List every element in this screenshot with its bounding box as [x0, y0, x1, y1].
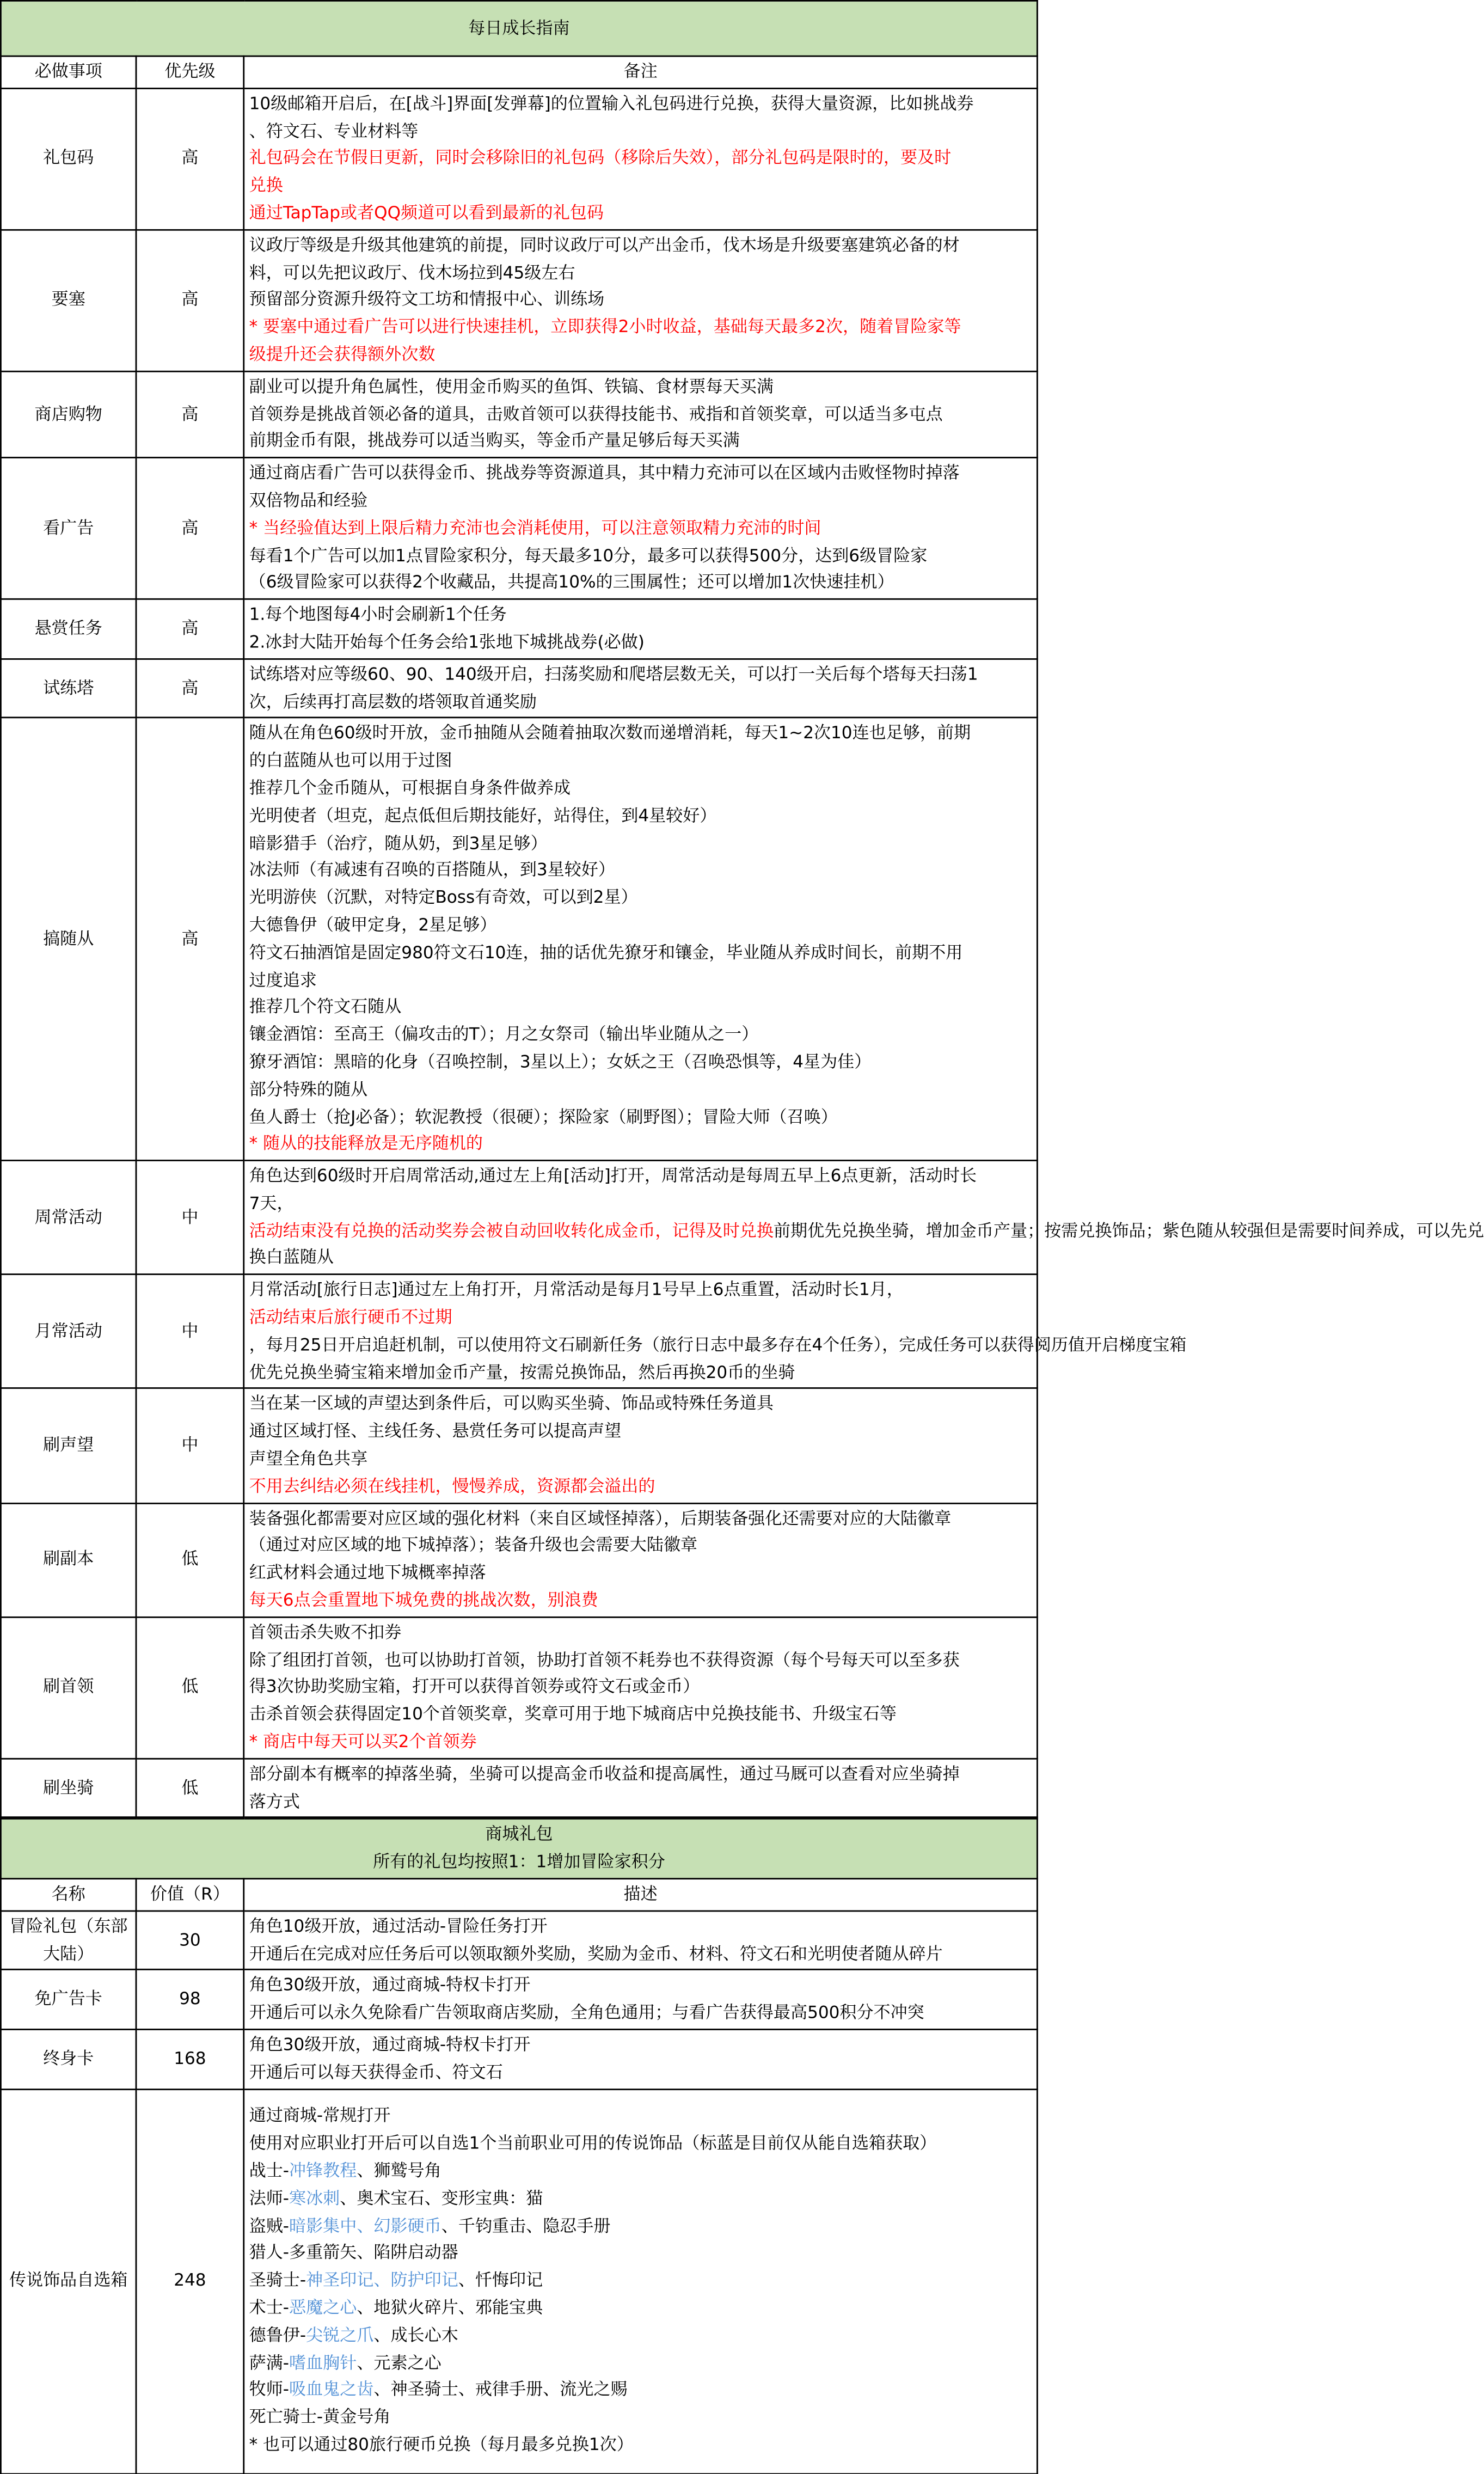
mall-price: 168 [136, 2029, 244, 2089]
mall-notes [244, 1970, 1038, 2029]
note-line [249, 1505, 1032, 1533]
guide-name: 刷坐骑 [1, 1759, 136, 1818]
note-text: 符文石抽酒馆是固定980符文石10连，抽的话优先獠牙和镶金，毕业随从养成时间长，前期不用 [249, 942, 963, 963]
guide-notes [244, 1275, 1187, 1389]
header-priority: 优先级 [136, 56, 244, 88]
mall-header-desc: 描述 [244, 1879, 1038, 1911]
note-line [249, 748, 1032, 775]
guide-name: 要塞 [1, 230, 136, 371]
mall-name: 免广告卡 [1, 1970, 136, 2029]
note-line [249, 1021, 1032, 1049]
note-text: 使用对应职业打开后可以自选1个当前职业可用的传说饰品（标蓝是目前仅从能自选箱获取） [249, 2133, 937, 2154]
note-text: 死亡骑士-黄金号角 [249, 2407, 391, 2428]
note-highlight: 暗影集中、幻影硬币 [289, 2215, 441, 2236]
note-line [249, 428, 1032, 455]
note-line [249, 2377, 1032, 2404]
guide-notes [244, 88, 1038, 230]
note-line [249, 200, 1032, 227]
note-text: 除了组团打首领，也可以协助打首领，协助打首领不耗券也不获得资源（每个号每天可以至多获 [249, 1650, 960, 1670]
note-line [249, 314, 1032, 341]
note-line [249, 1701, 1032, 1729]
guide-notes [244, 659, 1038, 718]
guide-row [1, 1503, 1037, 1617]
mall-notes [244, 2089, 1038, 2473]
guide-notes [244, 371, 1038, 458]
note-text: 、神圣骑士、戒律手册、流光之赐 [373, 2380, 628, 2400]
note-text: 暗影猎手（治疗，随从奶，到3星足够） [249, 832, 548, 853]
guide-notes [244, 230, 1038, 371]
mall-row [1, 2029, 1037, 2089]
guide-row [1, 371, 1037, 458]
guide-name: 商店购物 [1, 371, 136, 458]
note-text: 次，后续再打高层数的塔领取首通奖励 [249, 691, 537, 712]
note-line [249, 1163, 1032, 1190]
note-line [249, 2267, 1032, 2294]
mall-title: 商城礼包 [485, 1824, 553, 1845]
note-line [249, 1076, 1032, 1104]
note-warning: * 当经验值达到上限后精力充沛也会消耗使用，可以注意领取精力充沛的时间 [249, 518, 821, 538]
note-text: 德鲁伊- [249, 2325, 306, 2346]
mall-header-name: 名称 [1, 1879, 136, 1911]
note-line [249, 401, 1032, 428]
note-line [249, 2404, 1032, 2432]
mall-name: 传说饰品自选箱 [1, 2089, 136, 2473]
note-text: 部分特殊的随从 [249, 1079, 368, 1099]
note-text: 、千钧重击、隐忍手册 [441, 2215, 611, 2236]
note-line [249, 885, 1032, 912]
note-line [249, 2103, 1032, 2130]
mall-price: 248 [136, 2089, 244, 2473]
note-text: 开通后在完成对应任务后可以领取额外奖励，奖励为金币、材料、符文石和光明使者随从碎片 [249, 1943, 943, 1964]
note-text: 光明游侠（沉默，对特定Boss有奇效，可以到2星） [249, 887, 638, 908]
note-text: 战士- [249, 2160, 290, 2181]
note-line [249, 1473, 1032, 1501]
note-text: 7天， [249, 1193, 294, 1214]
header-task: 必做事项 [1, 56, 136, 88]
note-text: 议政厅等级是升级其他建筑的前提，同时议政厅可以产出金币，伐木场是升级要塞建筑必备的材 [249, 235, 960, 255]
guide-name: 看广告 [1, 458, 136, 599]
note-text: 、狮鹫号角 [357, 2160, 441, 2181]
guide-notes [244, 1617, 1038, 1759]
note-line [249, 2000, 1032, 2027]
note-text: 、地狱火碎片、邪能宝典 [357, 2298, 543, 2318]
mall-title-cell [1, 1820, 1037, 1879]
note-line [249, 173, 1032, 200]
note-text: 通过商城-常规打开 [249, 2106, 391, 2127]
note-line [249, 1729, 1032, 1756]
guide-name: 周常活动 [1, 1161, 136, 1275]
guide-row [1, 1275, 1037, 1389]
guide-notes [244, 599, 1038, 659]
guide-notes [244, 1389, 1038, 1503]
guide-priority: 高 [136, 718, 244, 1161]
note-line [249, 1190, 1032, 1217]
note-line [249, 912, 1032, 939]
mall-price: 30 [136, 1910, 244, 1970]
note-text: 冰法师（有减速有召唤的百搭随从，到3星较好） [249, 860, 615, 880]
guide-row [1, 458, 1037, 599]
guide-priority: 低 [136, 1617, 244, 1759]
note-highlight: 神圣印记、防护印记 [306, 2270, 458, 2291]
note-text: 10级邮箱开启后，在[战斗]界面[发弹幕]的位置输入礼包码进行兑换，获得大量资源，比如挑战券 [249, 93, 974, 114]
mall-notes [244, 1910, 1038, 1970]
note-text: 每看1个广告可以加1点冒险家积分，每天最多10分，最多可以获得500分，达到6级冒险家 [249, 545, 928, 566]
guide-row [1, 230, 1037, 371]
note-text: 装备强化都需要对应区域的强化材料（来自区域怪掉落），后期装备强化还需要对应的大陆徽章 [249, 1508, 952, 1528]
note-line [249, 1646, 1032, 1674]
note-line [249, 1560, 1032, 1587]
note-warning: 通过TapTap或者QQ频道可以看到最新的礼包码 [249, 203, 604, 223]
note-line [249, 232, 1032, 259]
guide-priority: 低 [136, 1503, 244, 1617]
note-line [249, 1587, 1032, 1614]
note-line [249, 2432, 1032, 2459]
note-line [249, 602, 1032, 629]
guide-priority: 高 [136, 88, 244, 230]
note-text: 预留部分资源升级符文工坊和情报中心、训练场 [249, 290, 605, 310]
note-line [249, 2240, 1032, 2267]
note-highlight: 尖锐之爪 [306, 2325, 374, 2346]
note-text: 随从在角色60级时开放，金币抽随从会随着抽取次数而递增消耗，每天1~2次10连也足够，前期 [249, 723, 971, 744]
note-text: 副业可以提升角色属性，使用金币购买的鱼饵、铁镐、食材票每天买满 [249, 376, 774, 397]
guide-row [1, 1389, 1037, 1503]
guide-title: 每日成长指南 [1, 1, 1037, 56]
note-text: 通过区域打怪、主线任务、悬赏任务可以提高声望 [249, 1421, 622, 1442]
note-line [249, 994, 1032, 1021]
note-text: 、符文石、专业材料等 [249, 121, 419, 141]
guide-priority: 中 [136, 1389, 244, 1503]
note-text: 过度追求 [249, 970, 317, 990]
note-line [249, 1788, 1032, 1815]
guide-priority: 中 [136, 1161, 244, 1275]
note-line [249, 1619, 1032, 1646]
guide-priority: 高 [136, 371, 244, 458]
note-line [249, 1913, 1032, 1940]
note-line [249, 341, 1032, 369]
guide-notes [244, 1161, 1484, 1275]
guide-name: 搞随从 [1, 718, 136, 1161]
note-warning: 礼包码会在节假日更新，同时会移除旧的礼包码（移除后失效），部分礼包码是限时的，要及时 [249, 148, 952, 169]
note-text: 盗贼- [249, 2215, 290, 2236]
note-text: 2.冰封大陆开始每个任务会给1张地下城挑战券(必做) [249, 632, 645, 652]
note-line [249, 1391, 1032, 1418]
guide-row [1, 599, 1037, 659]
note-line [249, 1131, 1032, 1158]
note-warning: * 要塞中通过看广告可以进行快速挂机，立即获得2小时收益，基础每天最多2次，随着冒险家等 [249, 317, 961, 338]
note-line [249, 1217, 1484, 1245]
note-text: 圣骑士- [249, 2270, 306, 2291]
note-line [249, 1418, 1032, 1446]
mall-row [1, 1910, 1037, 1970]
note-line [249, 1973, 1032, 2000]
guide-notes [244, 458, 1038, 599]
note-text: （6级冒险家可以获得2个收藏品，共提高10%的三围属性；还可以增加1次快速挂机） [249, 572, 894, 593]
note-line [249, 775, 1032, 803]
note-text: 推荐几个金币随从，可根据自身条件做养成 [249, 778, 571, 798]
guide-name: 悬赏任务 [1, 599, 136, 659]
note-line [249, 1305, 1032, 1332]
note-line [249, 1245, 1032, 1272]
guide-notes [244, 1503, 1038, 1617]
guide-row [1, 1617, 1037, 1759]
note-text: （通过对应区域的地下城掉落）；装备升级也会需要大陆徽章 [249, 1535, 698, 1556]
note-text: 角色30级开放，通过商城-特权卡打开 [249, 1975, 531, 1996]
note-line [249, 1104, 1032, 1131]
note-line [249, 460, 1032, 487]
note-text: 法师- [249, 2188, 290, 2208]
note-line [249, 1940, 1032, 1968]
guide-row [1, 1759, 1037, 1818]
guide-name: 试练塔 [1, 659, 136, 718]
note-text: 、元素之心 [357, 2352, 441, 2373]
note-line [249, 966, 1032, 994]
note-line [249, 1359, 1032, 1386]
note-line [249, 487, 1032, 515]
guide-name: 刷首领 [1, 1617, 136, 1759]
note-warning: * 商店中每天可以买2个首领券 [249, 1731, 477, 1752]
note-highlight: 寒冰刺 [289, 2188, 340, 2208]
note-line [249, 720, 1032, 748]
note-highlight: 恶魔之心 [289, 2298, 357, 2318]
note-warning: 级提升还会获得额外次数 [249, 344, 436, 365]
note-text: 、奥术宝石、变形宝典：猫 [340, 2188, 543, 2208]
note-line [249, 2158, 1032, 2185]
note-line [249, 830, 1032, 857]
note-text: 首领击杀失败不扣券 [249, 1622, 402, 1643]
note-text: 推荐几个符文石随从 [249, 997, 402, 1018]
note-text: 前期金币有限，挑战券可以适当购买，等金币产量足够后每天买满 [249, 431, 740, 451]
note-warning: 活动结束 [249, 1307, 317, 1328]
note-text: 当在某一区域的声望达到条件后，可以购买坐骑、饰品或特殊任务道具 [249, 1394, 774, 1414]
note-text: 首领券是挑战首领必备的道具，击败首领可以获得技能书、戒指和首领奖章，可以适当多屯点 [249, 403, 943, 424]
note-text: 镶金酒馆：至高王（偏攻击的T）；月之女祭司（输出毕业随从之一） [249, 1024, 759, 1045]
note-text: 双倍物品和经验 [249, 491, 368, 511]
mall-row [1, 1970, 1037, 2029]
note-text: 、忏悔印记 [458, 2270, 543, 2291]
note-line [249, 1761, 1032, 1788]
note-line [249, 287, 1032, 314]
guide-notes [244, 718, 1038, 1161]
note-text: 猎人-多重箭矢、陷阱启动器 [249, 2243, 458, 2263]
note-text: 通过商店看广告可以获得金币、挑战券等资源道具，其中精力充沛可以在区域内击败怪物时掉落 [249, 463, 960, 483]
note-text: 击杀首领会获得固定10个首领奖章，奖章可用于地下城商店中兑换技能书、升级宝石等 [249, 1704, 897, 1725]
note-line [249, 2322, 1032, 2349]
mall-row [1, 2089, 1037, 2473]
note-warning: * 随从的技能释放是无序随机的 [249, 1134, 483, 1154]
note-line [249, 857, 1032, 884]
note-line [249, 2185, 1032, 2213]
note-line [249, 1446, 1032, 1473]
note-text: 獠牙酒馆：黑暗的化身（召唤控制，3星以上）；女妖之王（召唤恐惧等，4星为佳） [249, 1051, 872, 1072]
note-text: 试练塔对应等级60、90、140级开启，扫荡奖励和爬塔层数无关，可以打一关后每个塔每天扫荡1 [249, 664, 978, 684]
note-line [249, 2349, 1032, 2377]
guide-row [1, 718, 1037, 1161]
note-text: 前期优先兑换坐骑，增加金币产量；按需兑换饰品；紫色随从较强但是需要时间养成，可以先兑 [773, 1221, 1484, 1241]
note-line [249, 803, 1032, 830]
note-line [249, 1674, 1032, 1701]
note-text: 料，可以先把议政厅、伐木场拉到45级左右 [249, 262, 575, 283]
note-text: 角色30级开放，通过商城-特权卡打开 [249, 2035, 531, 2055]
mall-name: 冒险礼包（东部大陆） [1, 1910, 136, 1970]
note-warning: 不用去纠结必须在线挂机，慢慢养成，资源都会溢出的 [249, 1476, 655, 1497]
note-text: 开通后可以每天获得金币、符文石 [249, 2062, 503, 2083]
note-line [249, 939, 1032, 966]
note-text: 红武材料会通过地下城概率掉落 [249, 1563, 486, 1583]
note-text: 萨满- [249, 2352, 290, 2373]
guide-name: 刷声望 [1, 1389, 136, 1503]
note-highlight: 嗜血胸针 [289, 2352, 357, 2373]
guide-notes [244, 1759, 1038, 1818]
note-text: * 也可以通过80旅行硬币兑换（每月最多兑换1次） [249, 2434, 634, 2455]
note-text: 牧师- [249, 2380, 290, 2400]
note-line [249, 515, 1032, 542]
mall-price: 98 [136, 1970, 244, 2029]
note-text: 开通后可以永久免除看广告领取商店奖励，全角色通用；与看广告获得最高500积分不冲突 [249, 2003, 924, 2023]
guide-priority: 高 [136, 458, 244, 599]
note-line [249, 2059, 1032, 2086]
note-line [249, 569, 1032, 597]
note-line [249, 629, 1032, 656]
note-text: 得3次协助奖励宝箱，打开可以获得首领券或符文石或金币） [249, 1677, 700, 1698]
note-text: 落方式 [249, 1791, 300, 1811]
note-text: 鱼人爵士（抢J必备）；软泥教授（很硬）；探险家（刷野图）；冒险大师（召唤） [249, 1106, 838, 1127]
guide-priority: 高 [136, 599, 244, 659]
guide-priority: 中 [136, 1275, 244, 1389]
note-text: 任务），完成任务可以获得阅历值开启梯度宝箱 [839, 1334, 1187, 1355]
note-line [249, 2130, 1032, 2158]
note-text: 优先兑换坐骑宝箱来增加金币产量，按需兑换饰品，然后再换20币的坐骑 [249, 1362, 795, 1382]
note-line [249, 1533, 1032, 1560]
note-line [249, 2032, 1032, 2059]
note-line [249, 1049, 1032, 1076]
note-text: 、成长心木 [373, 2325, 458, 2346]
guide-priority: 高 [136, 659, 244, 718]
header-notes: 备注 [244, 56, 1038, 88]
guide-priority: 高 [136, 230, 244, 371]
note-text: 角色达到60级时开启周常活动,通过左上角[活动]打开，周常活动是每周五早上6点更新，活动时长 [249, 1166, 977, 1186]
note-line [249, 373, 1032, 401]
note-line [249, 1277, 1032, 1304]
note-text: 换白蓝随从 [249, 1248, 334, 1269]
guide-priority: 低 [136, 1759, 244, 1818]
mall-name: 终身卡 [1, 2029, 136, 2089]
note-line [249, 688, 1032, 715]
mall-subtitle: 所有的礼包均按照1：1增加冒险家积分 [373, 1852, 665, 1872]
guide-name: 月常活动 [1, 1275, 136, 1389]
note-line [249, 145, 1032, 173]
mall-table [0, 1818, 1038, 2474]
note-text: 1.每个地图每4小时会刷新1个任务 [249, 604, 507, 625]
guide-row [1, 1161, 1037, 1275]
note-text: ，每月25日开启追赶机制，可以使用符文石刷新任务（旅行日志中最多存在4个 [249, 1334, 840, 1355]
note-text: 光明使者（坦克，起点低但后期技能好，站得住，到4星较好） [249, 805, 717, 826]
guide-name: 刷副本 [1, 1503, 136, 1617]
note-line [249, 259, 1032, 286]
note-line [249, 542, 1032, 569]
mall-header-price: 价值（R） [136, 1879, 244, 1911]
note-text: 的白蓝随从也可以用于过图 [249, 750, 452, 771]
note-line [249, 90, 1032, 118]
note-warning: 兑换 [249, 175, 283, 196]
note-highlight: 冲锋教程 [289, 2160, 357, 2181]
note-text: 角色10级开放，通过活动-冒险任务打开 [249, 1916, 548, 1937]
note-warning: 每天6点会重置地下城免费的挑战次数，别浪费 [249, 1590, 598, 1610]
note-line [249, 2213, 1032, 2240]
note-text: 术士- [249, 2298, 290, 2318]
note-text: 声望全角色共享 [249, 1449, 368, 1469]
note-warning: 后旅行硬币不过期 [316, 1307, 452, 1328]
note-line [249, 1332, 1187, 1359]
guide-row [1, 659, 1037, 718]
note-highlight: 吸血鬼之齿 [289, 2380, 374, 2400]
note-line [249, 118, 1032, 145]
mall-notes [244, 2029, 1038, 2089]
note-line [249, 2295, 1032, 2322]
note-text: 大德鲁伊（破甲定身，2星足够） [249, 915, 497, 935]
guide-row [1, 88, 1037, 230]
note-warning: 活动结束没有兑换的活动奖券会被自动回收转化成金币，记得及时兑换 [249, 1221, 774, 1241]
note-text: 部分副本有概率的掉落坐骑，坐骑可以提高金币收益和提高属性，通过马厩可以查看对应坐骑掉 [249, 1763, 960, 1784]
note-line [249, 661, 1032, 688]
note-text: 月常活动[旅行日志]通过左上角打开，月常活动是每月1号早上6点重置，活动时长1月， [249, 1280, 904, 1300]
guide-name: 礼包码 [1, 88, 136, 230]
